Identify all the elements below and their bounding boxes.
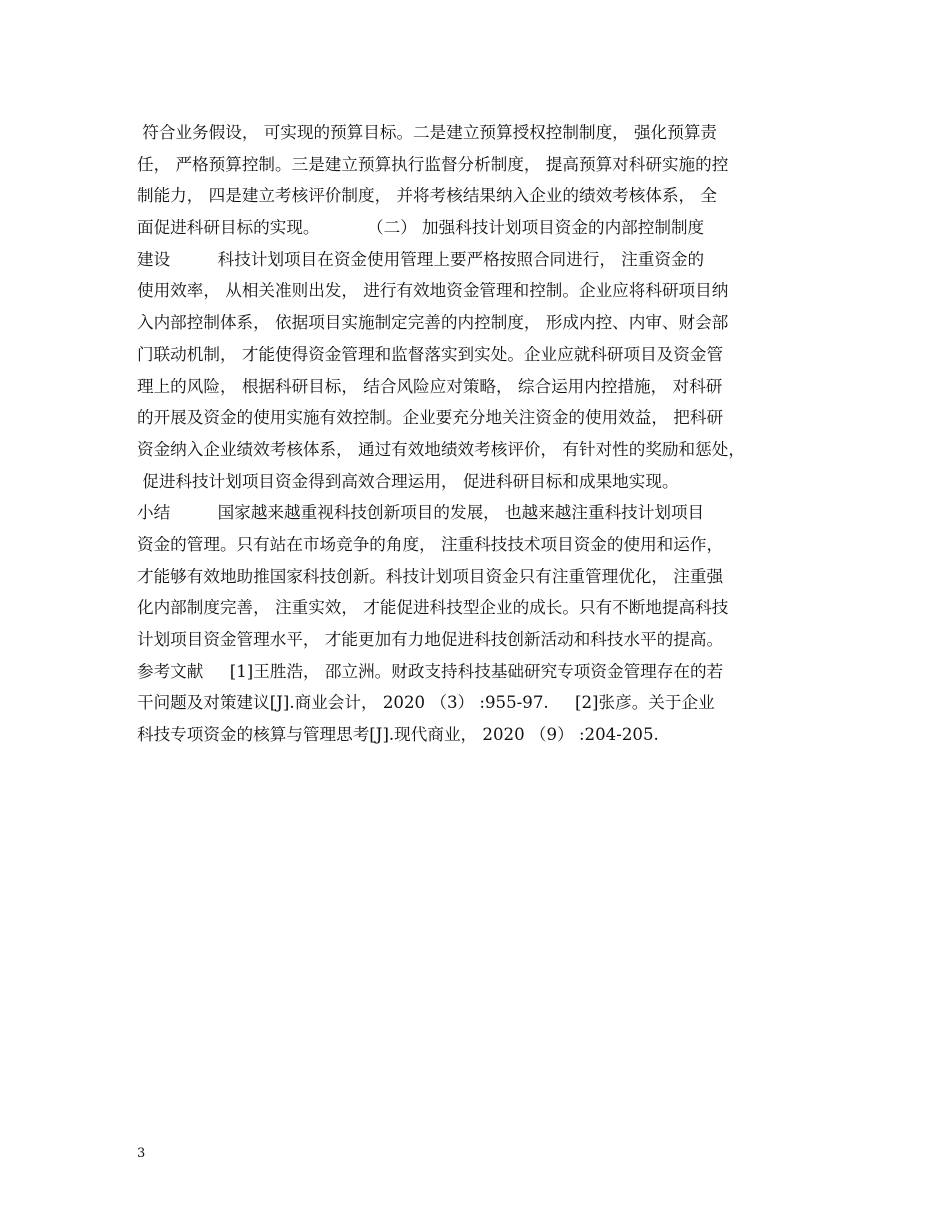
text-line: 面促进科研目标的实现。 （二） 加强科技计划项目资金的内部控制制度 <box>137 218 705 238</box>
text-line: 计划项目资金管理水平， 才能更加有力地促进科技创新活动和科技水平的提高。 <box>137 630 724 649</box>
text-line: 任， 严格预算控制。三是建立预算执行监督分析制度， 提高预算对科研实施的控 <box>137 154 729 174</box>
text-line: 入内部控制体系， 依据项目实施制定完善的内控制度， 形成内控、内审、财会部 <box>137 313 729 333</box>
text-line: 理上的风险， 根据科研目标， 结合风险应对策略， 综合运用内控措施， 对科研 <box>137 376 723 396</box>
text-line: 科技专项资金的核算与管理思考[J].现代商业， 2020 （9） :204-205. <box>137 725 659 745</box>
text-line: 建设 科技计划项目在资金使用管理上要严格按照合同进行， 注重资金的 <box>137 249 705 269</box>
text-line: 资金的管理。只有站在市场竞争的角度， 注重科技技术项目资金的使用和运作， <box>137 534 724 554</box>
text-line: 化内部制度完善， 注重实效， 才能促进科技型企业的成长。只有不断地提高科技 <box>137 598 729 618</box>
text-line: 制能力， 四是建立考核评价制度， 并将考核结果纳入企业的绩效考核体系， 全 <box>137 186 718 206</box>
text-line: 门联动机制， 才能使得资金管理和监督落实到实处。企业应就科研项目及资金管 <box>137 344 724 364</box>
text-line: 促进科技计划项目资金得到高效合理运用， 促进科研目标和成果地实现。 <box>137 471 679 491</box>
text-line: 的开展及资金的使用实施有效控制。企业要充分地关注资金的使用效益， 把科研 <box>137 408 724 428</box>
text-line: 干问题及对策建议[J].商业会计， 2020 （3） :955-97. [2]张彦。关于企业 <box>137 693 715 713</box>
text-line: 才能够有效地助推国家科技创新。科技计划项目资金只有注重管理优化， 注重强 <box>137 566 724 586</box>
body-text <box>137 117 827 751</box>
page-number: 3 <box>137 1146 146 1161</box>
text-line: 参考文献 [1]王胜浩， 邵立洲。财政支持科技基础研究专项资金管理存在的若 <box>137 661 724 681</box>
text-line: 使用效率， 从相关准则出发， 进行有效地资金管理和控制。企业应将科研项目纳 <box>137 281 729 301</box>
text-line: 小结 国家越来越重视科技创新项目的发展， 也越来越注重科技计划项目 <box>137 503 705 523</box>
text-line: 符合业务假设， 可实现的预算目标。二是建立预算授权控制制度， 强化预算责 <box>137 123 718 142</box>
text-line: 资金纳入企业绩效考核体系， 通过有效地绩效考核评价， 有针对性的奖励和惩处， <box>137 439 745 459</box>
